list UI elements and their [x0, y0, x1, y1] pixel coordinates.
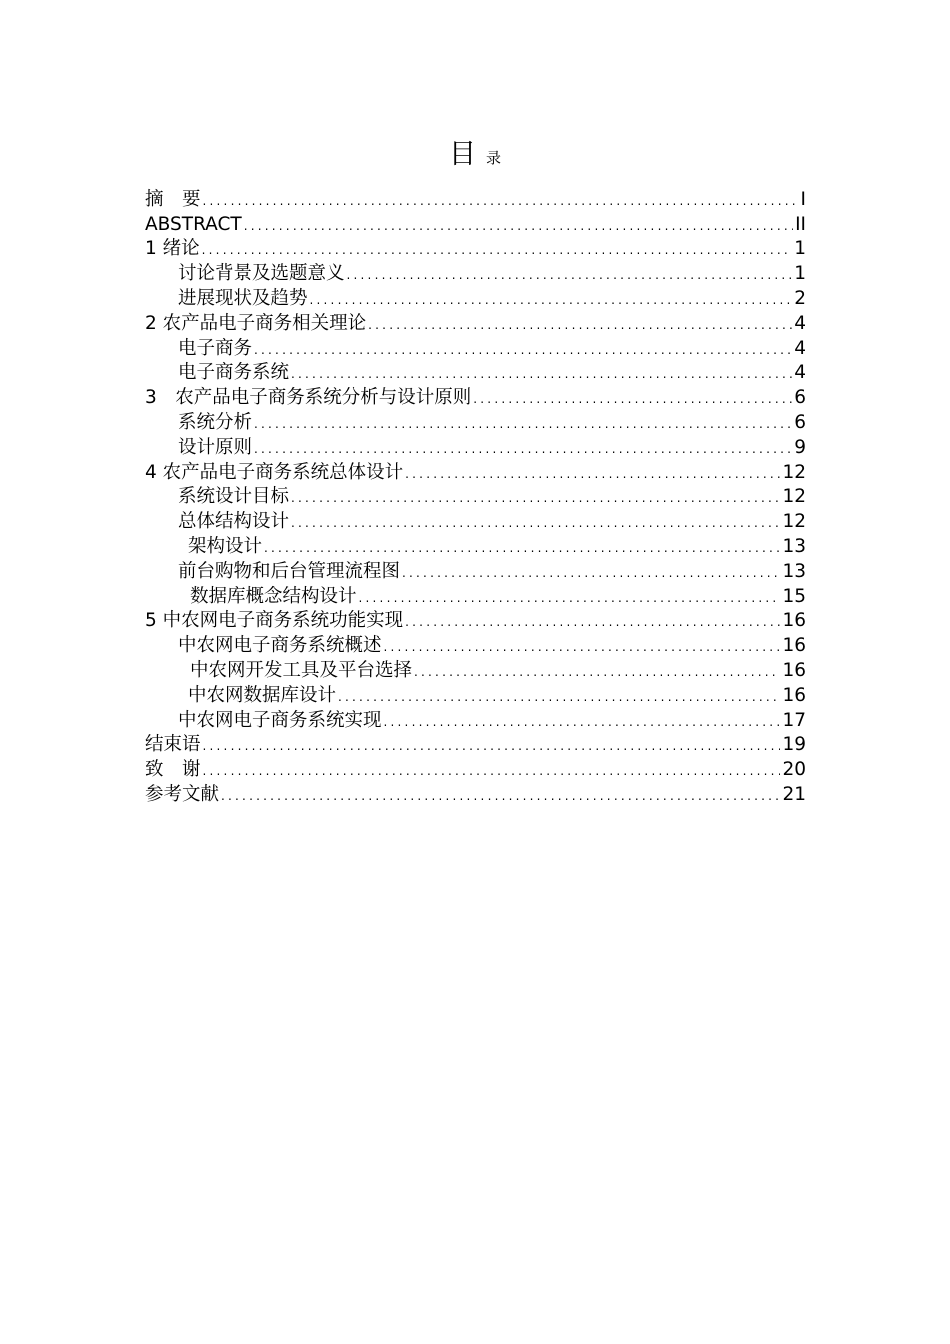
toc-dot-leader — [405, 467, 780, 481]
toc-entry[interactable] — [145, 211, 806, 236]
toc-entry[interactable] — [145, 409, 806, 434]
toc-entry-page-number: 13 — [782, 535, 806, 557]
toc-entry[interactable] — [145, 781, 806, 806]
toc-entry-label: 摘 要 — [145, 188, 201, 210]
toc-entry-page-number: 1 — [794, 263, 806, 285]
toc-entry[interactable] — [145, 707, 806, 732]
toc-entry-page-number: 13 — [782, 560, 806, 582]
toc-entry-page-number: 6 — [794, 387, 806, 409]
toc-entry-page-number: 9 — [794, 436, 806, 458]
toc-entry[interactable] — [145, 360, 806, 385]
toc-entry-label: 进展现状及趋势 — [178, 287, 308, 309]
toc-entry-label: 3 农产品电子商务系统分析与设计原则 — [145, 387, 472, 409]
toc-entry-label: 系统设计目标 — [178, 486, 290, 508]
toc-dot-leader — [254, 442, 792, 456]
toc-entry[interactable] — [145, 260, 806, 285]
toc-entry-label: 中农网数据库设计 — [188, 684, 337, 706]
toc-entry-page-number: I — [800, 188, 806, 210]
toc-entry[interactable] — [145, 459, 806, 484]
toc-entry-page-number: II — [795, 213, 806, 235]
toc-entry-label: 电子商务系统 — [178, 362, 290, 384]
toc-dot-leader — [244, 219, 793, 233]
title-secondary: 录 — [485, 149, 501, 167]
toc-entry-label: 2 农产品电子商务相关理论 — [145, 312, 367, 334]
toc-entry-page-number: 2 — [794, 287, 806, 309]
toc-entry-page-number: 21 — [782, 783, 806, 805]
toc-entry[interactable] — [145, 310, 806, 335]
toc-dot-leader — [203, 194, 799, 208]
toc-entry[interactable] — [145, 756, 806, 781]
toc-entry[interactable] — [145, 508, 806, 533]
toc-entry-page-number: 1 — [794, 238, 806, 260]
toc-entry[interactable] — [145, 434, 806, 459]
toc-entry-page-number: 17 — [782, 709, 806, 731]
toc-entry-label: 中农网开发工具及平台选择 — [190, 659, 413, 681]
toc-entry[interactable] — [145, 608, 806, 633]
toc-entry[interactable] — [145, 484, 806, 509]
page-title — [0, 132, 950, 171]
toc-entry-page-number: 16 — [782, 684, 806, 706]
toc-entry-label: 系统分析 — [178, 411, 253, 433]
toc-dot-leader — [473, 392, 792, 406]
toc-dot-leader — [384, 715, 781, 729]
toc-dot-leader — [359, 591, 781, 605]
toc-entry-page-number: 15 — [782, 585, 806, 607]
toc-entry-label: 电子商务 — [178, 337, 253, 359]
toc-dot-leader — [254, 417, 792, 431]
toc-entry[interactable] — [145, 533, 806, 558]
toc-entry-page-number: 12 — [782, 461, 806, 483]
toc-entry-page-number: 4 — [794, 312, 806, 334]
toc-dot-leader — [347, 268, 793, 282]
toc-entry[interactable] — [145, 558, 806, 583]
toc-dot-leader — [203, 764, 781, 778]
toc-entry[interactable] — [145, 285, 806, 310]
toc-entry-label: 数据库概念结构设计 — [190, 585, 357, 607]
toc-entry-page-number: 4 — [794, 337, 806, 359]
toc-entry-page-number: 19 — [782, 734, 806, 756]
toc-entry-label: 1 绪论 — [145, 238, 200, 260]
toc-entry[interactable] — [145, 682, 806, 707]
toc-entry-label: 致 谢 — [145, 759, 201, 781]
title-main: 目 — [448, 139, 476, 170]
toc-entry-page-number: 16 — [782, 610, 806, 632]
toc-entry-label: 参考文献 — [145, 783, 220, 805]
toc-dot-leader — [291, 516, 780, 530]
toc-entry-page-number: 12 — [782, 511, 806, 533]
toc-entry[interactable] — [145, 335, 806, 360]
toc-entry-page-number: 6 — [794, 411, 806, 433]
toc-entry-label: ABSTRACT — [145, 213, 242, 235]
toc-entry[interactable] — [145, 632, 806, 657]
toc-entry[interactable] — [145, 186, 806, 211]
toc-entry-label: 讨论背景及选题意义 — [178, 263, 345, 285]
toc-entry[interactable] — [145, 657, 806, 682]
toc-entry-label: 设计原则 — [178, 436, 253, 458]
toc-entry-label: 中农网电子商务系统概述 — [178, 635, 382, 657]
toc-entry-label: 架构设计 — [188, 535, 263, 557]
toc-entry-page-number: 20 — [782, 759, 806, 781]
toc-dot-leader — [254, 343, 792, 357]
toc-entry-page-number: 16 — [782, 635, 806, 657]
toc-entry-label: 4 农产品电子商务系统总体设计 — [145, 461, 404, 483]
toc-entry-page-number: 16 — [782, 659, 806, 681]
toc-dot-leader — [291, 367, 792, 381]
toc-entry-label: 总体结构设计 — [178, 511, 290, 533]
toc-dot-leader — [264, 541, 780, 555]
table-of-contents — [145, 186, 806, 806]
toc-dot-leader — [221, 789, 780, 803]
toc-dot-leader — [368, 318, 792, 332]
toc-dot-leader — [203, 739, 781, 753]
toc-dot-leader — [202, 243, 793, 257]
toc-dot-leader — [384, 640, 781, 654]
toc-dot-leader — [291, 491, 780, 505]
toc-entry-page-number: 12 — [782, 486, 806, 508]
toc-dot-leader — [405, 615, 780, 629]
toc-entry-label: 中农网电子商务系统实现 — [178, 709, 382, 731]
toc-entry-label: 前台购物和后台管理流程图 — [178, 560, 401, 582]
toc-dot-leader — [310, 293, 793, 307]
toc-entry[interactable] — [145, 732, 806, 757]
toc-entry[interactable] — [145, 583, 806, 608]
toc-entry[interactable] — [145, 236, 806, 261]
toc-entry[interactable] — [145, 384, 806, 409]
toc-entry-label: 结束语 — [145, 734, 201, 756]
toc-dot-leader — [402, 566, 780, 580]
toc-dot-leader — [414, 665, 780, 679]
toc-dot-leader — [338, 690, 780, 704]
toc-entry-page-number: 4 — [794, 362, 806, 384]
toc-entry-label: 5 中农网电子商务系统功能实现 — [145, 610, 404, 632]
